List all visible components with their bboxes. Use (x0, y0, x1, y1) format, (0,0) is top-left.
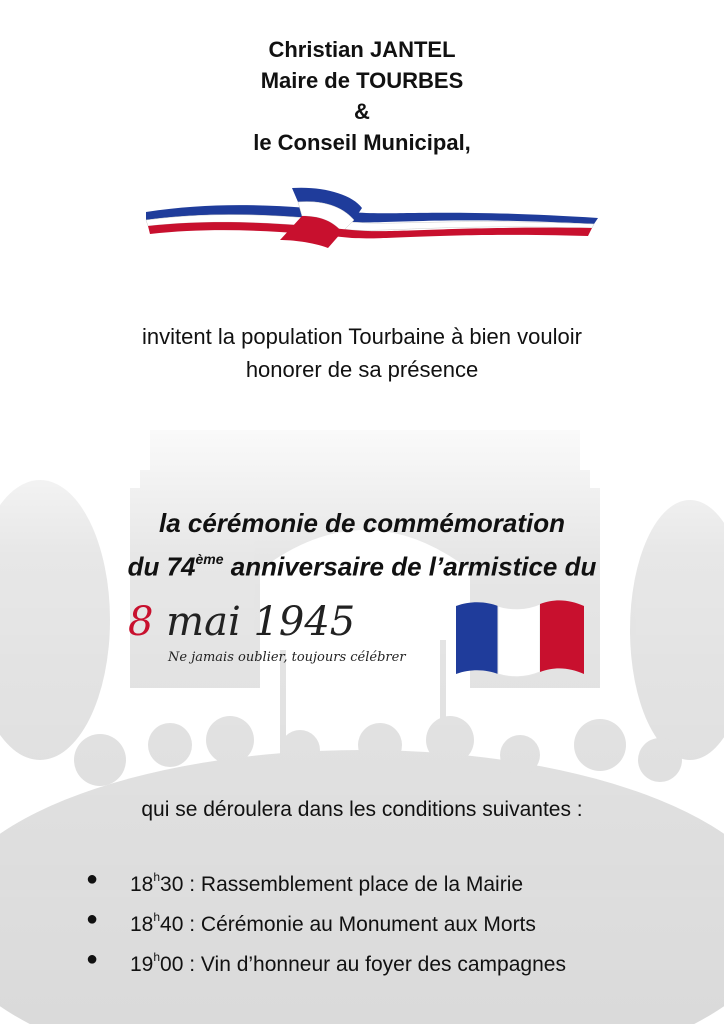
date-text (128, 598, 355, 646)
schedule-hour: 18 (130, 913, 154, 936)
bullet-icon: ● (86, 868, 99, 890)
schedule-minute: 30 (160, 873, 184, 896)
ceremony-title (0, 504, 724, 586)
schedule-item (86, 942, 706, 982)
organizer-header (0, 34, 724, 158)
mayor-title: Maire de TOURBES (260, 68, 464, 93)
schedule-hour-sup: h (153, 870, 161, 884)
ceremony-line-1: la cérémonie de commémoration (158, 508, 566, 538)
schedule-item (86, 862, 706, 902)
ceremony-line-2 (0, 542, 724, 586)
date-logo (128, 598, 448, 678)
date-rest: mai 1945 (153, 599, 356, 645)
mayor-name: Christian JANTEL (268, 37, 456, 62)
invite-line-1: invitent la population Tourbaine à bien vouloir (142, 324, 582, 349)
schedule-item (86, 902, 706, 942)
bullet-icon: ● (86, 948, 99, 970)
ordinal-suffix: ème (195, 551, 224, 567)
tricolor-ribbon-icon (142, 182, 598, 266)
schedule-text: : Vin d’honneur au foyer des campagnes (183, 953, 566, 976)
schedule-text: : Rassemblement place de la Mairie (183, 873, 524, 896)
date-day: 8 (128, 599, 154, 645)
schedule-list (86, 862, 706, 982)
ceremony-prefix: du 74 (127, 551, 196, 582)
schedule-text: : Cérémonie au Monument aux Morts (183, 913, 536, 936)
invite-line-2: honorer de sa présence (245, 357, 479, 382)
date-tagline: Ne jamais oublier, toujours célébrer (168, 650, 406, 665)
conditions-intro: qui se déroulera dans les conditions suivantes : (141, 798, 583, 821)
ceremony-suffix: anniversaire de l’armistice du (223, 551, 597, 582)
schedule-hour: 19 (130, 953, 154, 976)
invitation-text (0, 320, 724, 386)
bullet-icon: ● (86, 908, 99, 930)
schedule-hour-sup: h (153, 950, 161, 964)
ampersand: & (354, 99, 370, 124)
schedule-hour-sup: h (153, 910, 161, 924)
schedule-hour: 18 (130, 873, 154, 896)
schedule-minute: 40 (160, 913, 184, 936)
council-name: le Conseil Municipal, (253, 130, 471, 155)
schedule-minute: 00 (160, 953, 184, 976)
french-flag-icon (452, 596, 588, 678)
